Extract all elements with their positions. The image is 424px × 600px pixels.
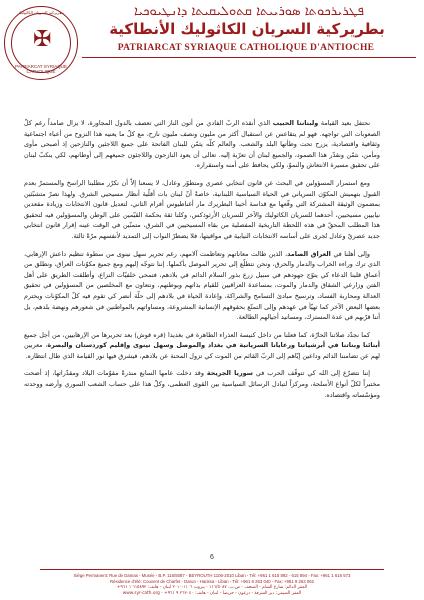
paragraph-prayer: كما نجدّد صلاتنا الحارّة، كما فعلنا من داخل كنيسة العذراء الطاهرة في بغديدا (قره قوش) بعد تحريرها من الإرهابيين، من أجل جميع أبنائنا وبناتنا في أبرشياتنا ورعايانا السريانية في بغداد والموصل وسهل نينوى وإقليم كوردستان والبصرة، معربين لهم عن تضامننا الدائم وداعين إيّاهم إلى الربّ القائم من الموت كي تزول المحنة عن بلادهم، فيشرق فيها نور القيامة الذي طال انتظاره. [24,330,380,360]
seal-top-text: بطريركية السريان الكاثوليك [18,10,64,15]
footer-line-1: Siège Permanent: Rue de Damas - Musée - B.P. 116/5087 - BEYROUTH 1106-2010 Liban - Tél: +961 1 615 892 - 615 894 - Fax: +961 1 616 573 [73,573,351,578]
cross-icon: ✠ [33,27,52,52]
footer-line-3: المقر الدائم: شارع الشام - المتحف - ص.ب. ١١٦/٥٠٨٧ - بيروت ١١٠٦-٢٠١٠ لبنان - هاتف: ٦١٥٨٩٢ ١ ٩٦١+ [116,585,308,590]
letterhead [0,0,424,118]
arabic-title: بطريركية السريان الكاثوليك الأنطاكية [109,20,385,38]
paragraph-iraq: وإلى أهلنا في العراق الصامد، الذين طالت معاناتهم وتعاظمت آلامهم، رغم تحرير سهل نينوى من سطوة تنظيم داعش الإرهابي، الذي ترك وراءه الخراب والدمار والحرق، ونحن نتطلّع إلى تحرير الموصل بأكملها. إننا نتوجّه إليهم ومع جميع مكوّنات العراق، ونطلق من أعماق قلبنا الدعاء كي يتوّج جهودهم في سبيل زرع بذور السلام الدائم في بلادهم، فتمحى خلفيّات النزاع، وأطلقت الطريق على أهل الفتن وزارعي الشقاق والدمار والموت، بمساعدة العراقيين للقيام بذاتهم وبوطنهم، ونتعاون مع المخلصين من المسؤولين في تحقيق العدالة ومحاربة الفساد، وترسيخ مبادئ التسامح والشراكة، وإعادة الحياة في بلادهم إلى حلّة أنضر كي تقوم فيه كلّ المكوّنات ويحترم بعضها البعض الآخر كما تهيّأ في عهدهم وإلى التمتّع بحقوقهم الإنسانية المشروعة، ومساواتهم بالمواطنين في شعورهم ونهضة بلدهم، بل أننا قرّبهم في عدة المسترك، ومسانيد أجيالهم الطالعة. [24,249,380,322]
emphasis-syria: سوريا الجريحة [206,369,253,378]
seal-bottom-text: PATRIARCAT SYRIAQUE CATHOLIQUE [15,64,67,74]
footer-line-4: المقر الصيفي: دير الشرفة - درعون - حريصا - لبنان - هاتف: ٢٦٣٠٤٠ ٩ ٩٦١+ - www.syr-cath.org [122,591,302,596]
page-number: 6 [210,554,214,561]
patriarchal-seal [4,6,78,80]
paragraph-syria: إننا نتضرّع إلى الله كي تتوقّف الحرب في سوريا الجريحة وقد دخلت عامها السابع منذرةً مقوّمات البلاد ومقدّراتها، إذ أضحت مختبراً لكلّ أنواع الأسلحة، ومركزاً لتبادل الرسائل السياسية بين القوى العظمى، وكلّ هذا على حساب الشعب السوري وأرضه ووحدته ومؤسّساته واقتصاده. [24,369,380,399]
header-divider [82,57,416,58]
footer-line-2: Résidence d'été: Couvent de Charfet - Darun - Harissa - Liban - Tél: +961 9 263 040 - Fax: +961 9 263 062 [109,579,314,584]
paragraph-election-law: ومع استمرار المسؤولين في البحث عن قانون انتخابي عصري ومتطوّر وعادل، لا يسعنا إلاّ أن نكرّر مطلبنا الراسخ والمستمرّ بعدم القبول بتهميش المكوّن السرياني في الحياة السياسية اللبنانية، خاصةً أنّ لبنان بات أقلّية أنظار مسيحيي الشرق. ولهذا نصرّ متشبّثين بمضمون الوثيقة المشتركة التي وقّعها مع قداسة أخينا البطريرك مار أغناطيوس أفرام الثاني، لتعديل قانون الانتخابات وزيادة مقعدين نيابيين مسيحيين، أحدهما للسريان الكاثوليك والآخر للسريان الأرثوذكس، وكلنا ثقة بحكمة القيّمين على الوطن والمسؤولين فيه لتحقيق هذا المطلب المحقّ في هذه اللحظة التاريخية المفصلية من بقاء المسيحيين في الشرق، متمنّين في الوقت عينه إقرار قانون انتخابي جديد عصريّ وعادل تُجرى على أساسه الانتخابات النيابية في مواقيتها، فلا يضطرّ النواب إلى التمديد لأنفسهم مرّةً ثالثة. [24,178,380,240]
paragraph-lebanon: نحتفل بعيد القيامة ولبناننا الحبيب الذي أنقذه الربّ الفادي من أتون النار التي تعصف بالدول المجاورة، لا يزال صامداً رغم كلّ الصعوبات التي تواجهه. فهو لم يتقاعس عن استقبال أكثر من مليون ونصف مليون نازح، مع كلّ ما يعنيه هذا النزوح من أعباء اجتماعية وثقافية واقتصادية، يزرح تحت وطأتها البلد والشعب. والعالم كلّه يثمّن للبنان الفاتحة على جميع اللاجئين والنازحين إذ أصبحى مأوى ومأمن، نثمّن ونقدّر هذا الصمود، والجميع لبنان أن تعرّبة إليه. تعالى أن يعود النازحون واللاجئون جميعهم إلى أوطانهم، لكي ينكبّ لبنان على تحقيق مسيرة الانتعاش والنموّ، ولكي يحافظ على أمنه واستقراره. [24,119,380,170]
emphasis-lebanon: ولبناننا الحبيب [272,119,319,127]
footer-divider [40,569,384,570]
emphasis-iraq: العراق الصامد [287,249,331,258]
syriac-title: ܦܛܪܝܪܟܘܬܐ ܣܘܪܝܝܬܐ ܩܬܘܠܝܩܝܬܐ ܕܐܢܛܝܘܟܝܐ [134,4,364,19]
french-title: PATRIARCAT SYRIAQUE CATHOLIQUE D'ANTIOCHE [117,43,375,53]
emphasis-dioceses: أبنائنا وبناتنا في أبرشياتنا ورعايانا السريانية في بغداد والموصل وسهل نينوى وإقليم كوردستان والبصرة [47,341,380,350]
letter-body [24,118,380,407]
footer-address [20,573,404,597]
